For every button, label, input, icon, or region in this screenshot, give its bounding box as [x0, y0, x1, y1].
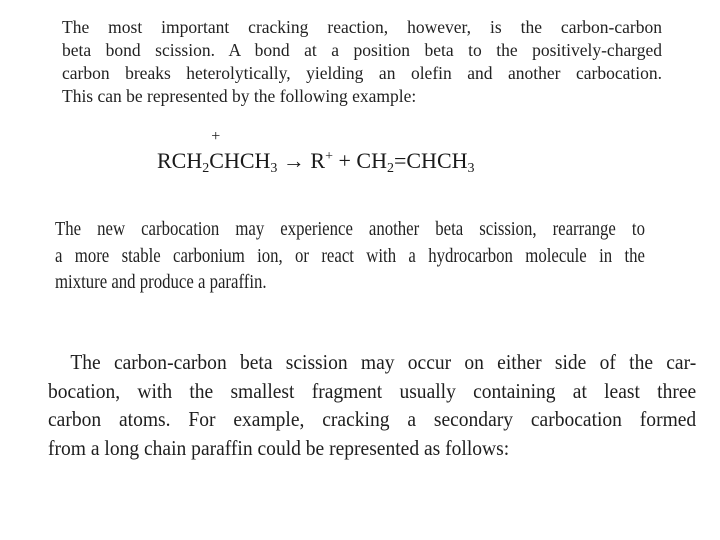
text-line: carbon atoms. For example, cracking a secondary carbocation formed: [48, 407, 697, 431]
reaction-arrow: →: [282, 148, 305, 173]
text-line: beta bond scission. A bond at a position beta to the positively-charged: [62, 40, 662, 60]
charged-carbon: + C: [209, 128, 224, 173]
text-line: a more stable carbonium ion, or react with a hydrocarbon molecule in the: [55, 245, 645, 267]
paragraph-scission-sides: [48, 348, 696, 462]
text-line: The carbon-carbon beta scission may occur on either side of the car-: [70, 350, 697, 374]
text-line: bocation, with the smallest fragment usually containing at least three: [48, 378, 697, 403]
paragraph-beta-scission-intro: [62, 16, 662, 108]
equation-product-cation: R+: [310, 148, 333, 173]
text-line: The new carbocation may experience another beta scission, rearrange to: [55, 219, 645, 240]
plus-sign: +: [338, 148, 351, 173]
text-line: from a long chain paraffin could be represented as follows:: [48, 435, 510, 460]
equation-product-olefin: $CH_2=CHCH_3$: [356, 148, 475, 176]
chemical-equation: [157, 128, 475, 176]
equation-reactant: $RCH_2$ + $CHCH_3$: [157, 128, 278, 176]
text-line: The most important cracking reaction, however, is the carbon-carbon: [62, 17, 662, 37]
positive-charge-mark: +: [211, 128, 221, 145]
paragraph-new-carbocation: [55, 217, 645, 297]
text-line: mixture and produce a paraffin.: [55, 272, 267, 293]
text-line: This can be represented by the following example:: [62, 86, 417, 106]
text-line: carbon breaks heterolytically, yielding an olefin and another carbocation.: [62, 63, 662, 83]
